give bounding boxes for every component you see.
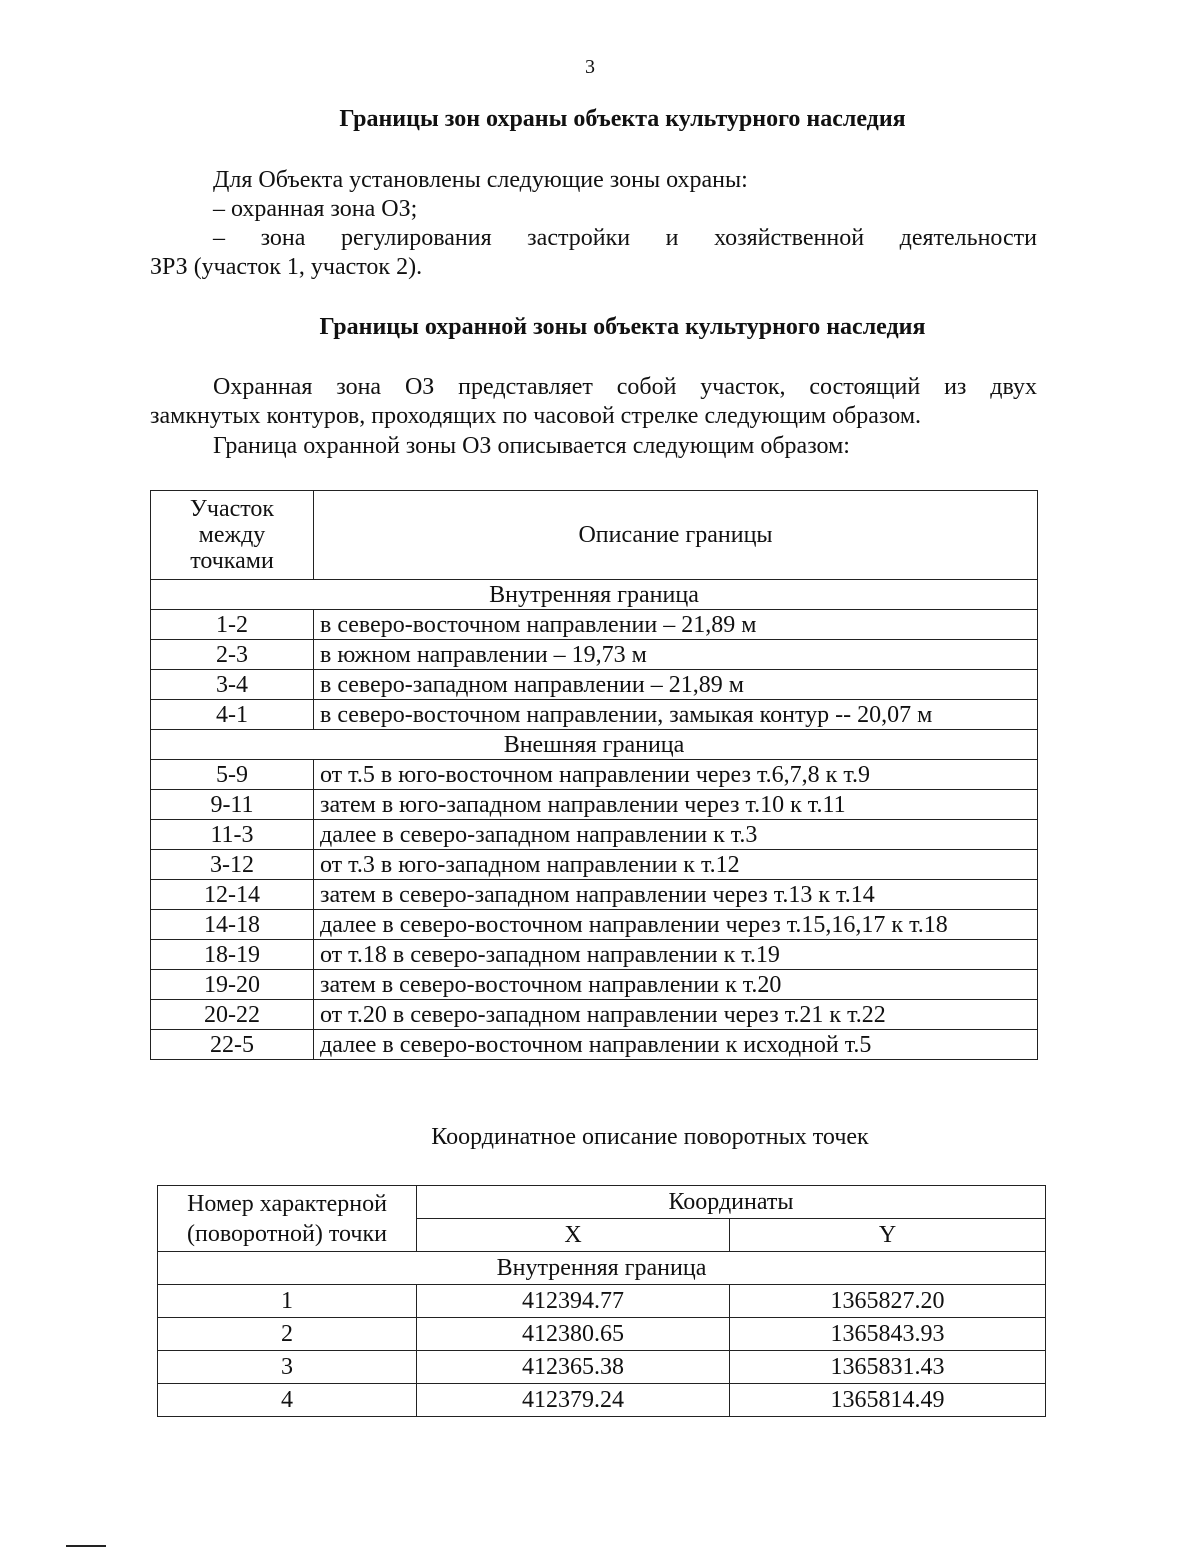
cell-x: 412379.24 xyxy=(417,1384,730,1417)
header-x: X xyxy=(417,1219,730,1252)
table-row xyxy=(151,850,1038,880)
table-row xyxy=(158,1318,1046,1351)
cell-description: далее в северо-восточном направлении к исходной т.5 xyxy=(314,1030,1038,1060)
cell-description: далее в северо-западном направлении к т.3 xyxy=(314,820,1038,850)
intro-item-oz: – охранная зона ОЗ; xyxy=(213,196,418,222)
section-label: Внутренняя граница xyxy=(158,1252,1046,1285)
intro-line: Для Объекта установлены следующие зоны охраны: xyxy=(213,167,748,193)
cell-description: от т.18 в северо-западном направлении к т.19 xyxy=(314,940,1038,970)
oz-paragraph: Охранная зона ОЗ представляет собой участок, состоящий из двух xyxy=(213,374,1037,400)
cell-description: в северо-восточном направлении – 21,89 м xyxy=(314,610,1038,640)
cell-y: 1365814.49 xyxy=(730,1384,1046,1417)
cell-segment: 19-20 xyxy=(151,970,314,1000)
table-row xyxy=(151,610,1038,640)
header-y: Y xyxy=(730,1219,1046,1252)
section-row-outer xyxy=(151,730,1038,760)
table-row xyxy=(151,790,1038,820)
header-point: Номер характерной (поворотной) точки xyxy=(158,1186,417,1252)
cell-description: в северо-западном направлении – 21,89 м xyxy=(314,670,1038,700)
cell-x: 412365.38 xyxy=(417,1351,730,1384)
section-label: Внешняя граница xyxy=(151,730,1038,760)
margin-mark xyxy=(66,1545,106,1547)
oz-paragraph-cont: замкнутых контуров, проходящих по часовой стрелке следующим образом. xyxy=(150,403,921,429)
page-number xyxy=(0,56,1200,79)
table-row xyxy=(151,940,1038,970)
cell-segment: 2-3 xyxy=(151,640,314,670)
table-row xyxy=(151,670,1038,700)
table-row xyxy=(158,1285,1046,1318)
cell-description: далее в северо-восточном направлении через т.15,16,17 к т.18 xyxy=(314,910,1038,940)
cell-segment: 5-9 xyxy=(151,760,314,790)
coords-title: Координатное описание поворотных точек xyxy=(431,1124,869,1150)
cell-description: в северо-восточном направлении, замыкая контур -- 20,07 м xyxy=(314,700,1038,730)
cell-point: 2 xyxy=(158,1318,417,1351)
cell-description: в южном направлении – 19,73 м xyxy=(314,640,1038,670)
cell-segment: 22-5 xyxy=(151,1030,314,1060)
cell-description: затем в юго-западном направлении через т.10 к т.11 xyxy=(314,790,1038,820)
table-row xyxy=(151,820,1038,850)
cell-segment: 11-3 xyxy=(151,820,314,850)
coordinates-table xyxy=(157,1185,1046,1417)
section-label: Внутренняя граница xyxy=(151,580,1038,610)
header-description: Описание границы xyxy=(314,491,1038,580)
cell-segment: 18-19 xyxy=(151,940,314,970)
header-segment: Участок между точками xyxy=(151,491,314,580)
table-row xyxy=(158,1351,1046,1384)
section-row-inner xyxy=(151,580,1038,610)
cell-y: 1365831.43 xyxy=(730,1351,1046,1384)
page-number-text: 3 xyxy=(585,56,595,78)
table-header-row xyxy=(151,491,1038,580)
table-row xyxy=(151,880,1038,910)
table-row xyxy=(151,1000,1038,1030)
cell-segment: 14-18 xyxy=(151,910,314,940)
intro-item-zrz: – зона регулирования застройки и хозяйственной деятельности xyxy=(213,225,1037,251)
intro-item-zrz-cont: ЗРЗ (участок 1, участок 2). xyxy=(150,254,423,280)
cell-segment: 4-1 xyxy=(151,700,314,730)
section-row-inner xyxy=(158,1252,1046,1285)
heading-oz-boundaries: Границы охранной зоны объекта культурного наследия xyxy=(319,314,926,340)
table-row xyxy=(151,1030,1038,1060)
table-row xyxy=(151,760,1038,790)
table-row xyxy=(151,910,1038,940)
oz-description-intro: Граница охранной зоны ОЗ описывается следующим образом: xyxy=(213,433,850,459)
boundary-table xyxy=(150,490,1038,1060)
cell-description: от т.20 в северо-западном направлении через т.21 к т.22 xyxy=(314,1000,1038,1030)
cell-x: 412394.77 xyxy=(417,1285,730,1318)
cell-description: затем в северо-западном направлении через т.13 к т.14 xyxy=(314,880,1038,910)
table-row xyxy=(151,970,1038,1000)
cell-segment: 3-12 xyxy=(151,850,314,880)
heading-protection-zones: Границы зон охраны объекта культурного наследия xyxy=(339,106,906,132)
cell-point: 4 xyxy=(158,1384,417,1417)
cell-point: 1 xyxy=(158,1285,417,1318)
cell-description: затем в северо-восточном направлении к т.20 xyxy=(314,970,1038,1000)
cell-segment: 9-11 xyxy=(151,790,314,820)
cell-description: от т.5 в юго-восточном направлении через т.6,7,8 к т.9 xyxy=(314,760,1038,790)
table-row xyxy=(151,700,1038,730)
cell-description: от т.3 в юго-западном направлении к т.12 xyxy=(314,850,1038,880)
cell-x: 412380.65 xyxy=(417,1318,730,1351)
cell-segment: 20-22 xyxy=(151,1000,314,1030)
table-header-row xyxy=(158,1186,1046,1219)
table-row xyxy=(151,640,1038,670)
cell-point: 3 xyxy=(158,1351,417,1384)
cell-segment: 1-2 xyxy=(151,610,314,640)
cell-segment: 12-14 xyxy=(151,880,314,910)
cell-y: 1365843.93 xyxy=(730,1318,1046,1351)
table-row xyxy=(158,1384,1046,1417)
cell-segment: 3-4 xyxy=(151,670,314,700)
header-coordinates: Координаты xyxy=(417,1186,1046,1219)
cell-y: 1365827.20 xyxy=(730,1285,1046,1318)
